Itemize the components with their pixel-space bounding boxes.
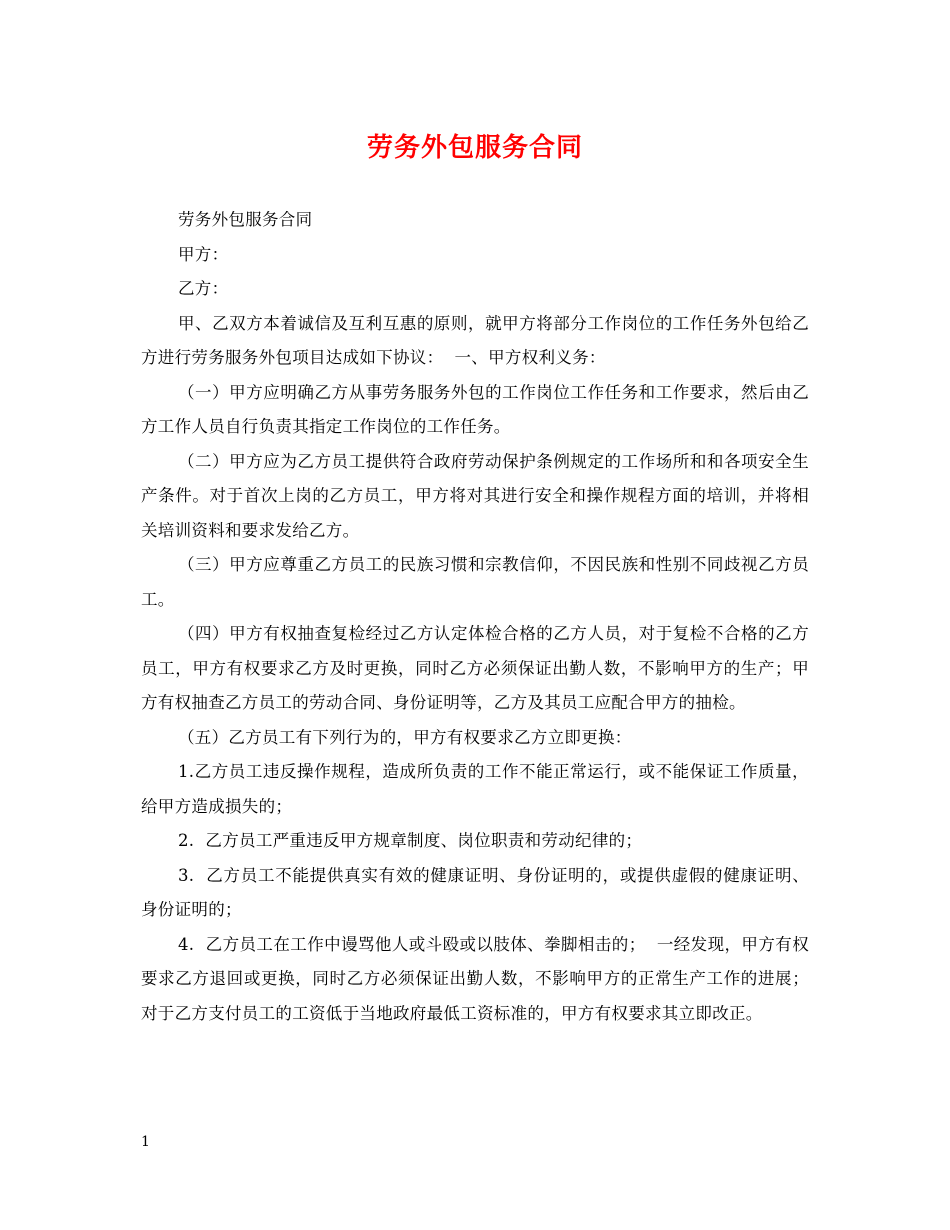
document-body: [141, 203, 809, 1031]
document-title: 劳务外包服务合同: [366, 133, 583, 163]
paragraph-party-b: 乙方：: [178, 279, 229, 298]
paragraph-clause-4: （四）甲方有权抽查复检经过乙方认定体检合格的乙方人员，对于复检不合格的乙方员工，甲方有权要求乙方及时更换，同时乙方必须保证出勤人数，不影响甲方的生产；甲方有权抽查乙方员工的劳动合同、身份证明等，乙方及其员工应配合甲方的抽检。: [141, 624, 809, 712]
paragraph-item-2: 2. 乙方员工严重违反甲方规章制度、岗位职责和劳动纪律的；: [178, 831, 643, 850]
paragraph-clause-3: （三）甲方应尊重乙方员工的民族习惯和宗教信仰，不因民族和性别不同歧视乙方员工。: [141, 555, 809, 609]
paragraph-item-4: 4. 乙方员工在工作中谩骂他人或斗殴或以肢体、拳脚相击的； 一经发现，甲方有权要求乙方退回或更换，同时乙方必须保证出勤人数，不影响甲方的正常生产工作的进展；对于乙方支付员工的工资低于当地政府最低工资标准的，甲方有权要求其立即改正。: [141, 934, 809, 1023]
paragraph-heading: 劳务外包服务合同: [178, 210, 313, 229]
paragraph-party-a: 甲方：: [178, 244, 229, 264]
paragraph-preamble: 甲、乙双方本着诚信及互利互惠的原则，就甲方将部分工作岗位的工作任务外包给乙方进行劳务服务外包项目达成如下协议： 一、甲方权利义务：: [141, 313, 809, 367]
paragraph-clause-2: （二）甲方应为乙方员工提供符合政府劳动保护条例规定的工作场所和和各项安全生产条件。对于首次上岗的乙方员工，甲方将对其进行安全和操作规程方面的培训，并将相关培训资料和要求发给乙方。: [141, 451, 809, 540]
paragraph-item-3: 3. 乙方员工不能提供真实有效的健康证明、身份证明的，或提供虚假的健康证明、身份证明的；: [141, 865, 809, 919]
paragraph-item-1: 1.乙方员工违反操作规程，造成所负责的工作不能正常运行，或不能保证工作质量，给甲方造成损失的；: [141, 762, 809, 816]
paragraph-clause-1: （一）甲方应明确乙方从事劳务服务外包的工作岗位工作任务和工作要求，然后由乙方工作人员自行负责其指定工作岗位的工作任务。: [141, 382, 809, 436]
page-number: 1: [141, 1134, 150, 1150]
paragraph-clause-5: （五）乙方员工有下列行为的，甲方有权要求乙方立即更换：: [178, 727, 632, 747]
